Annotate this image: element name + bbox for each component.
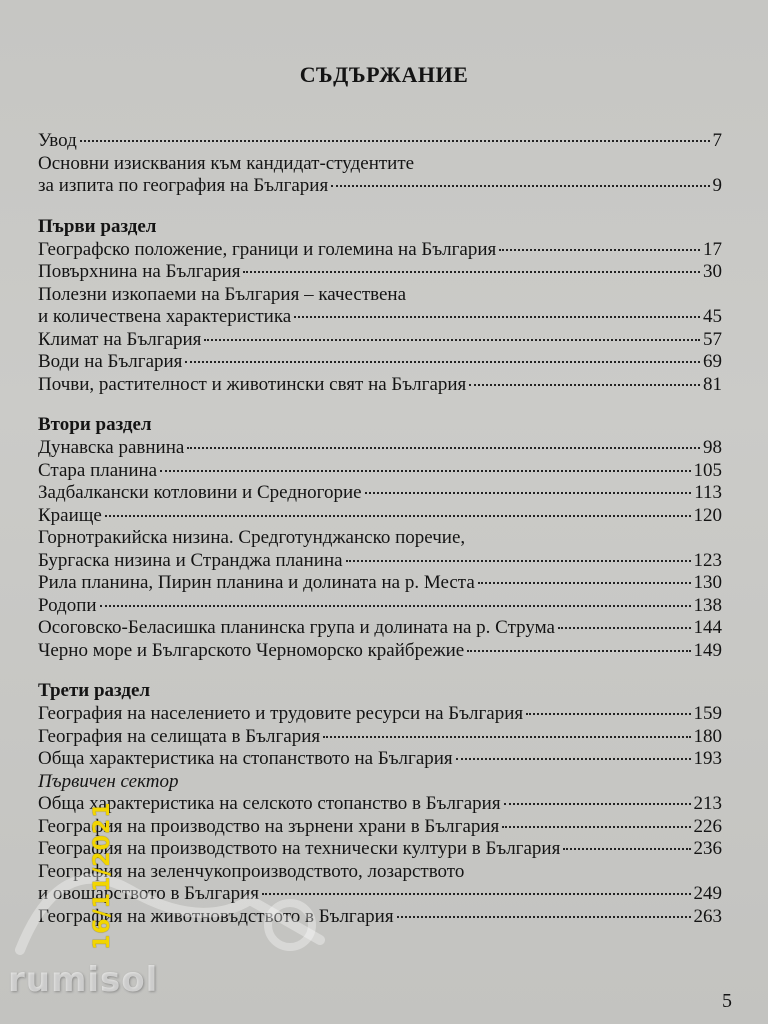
toc-section <box>38 413 722 662</box>
dot-leader <box>456 758 691 760</box>
toc-entry <box>38 505 722 528</box>
toc-entry-page: 81 <box>703 373 722 395</box>
toc-entry-title: Дунавска равнина <box>38 437 185 458</box>
toc-entry-line <box>38 153 722 176</box>
toc-entry-page: 7 <box>712 130 722 151</box>
toc-entry-title: Увод <box>38 130 77 151</box>
toc-entry-line-last <box>38 595 722 618</box>
toc-entry-page: 180 <box>693 725 722 747</box>
toc-entry-line-last <box>38 550 722 573</box>
section-subheading: Първичен сектор <box>38 770 179 792</box>
toc-entry-title: География на животновъдството в България <box>38 905 394 927</box>
toc-entry-title: География на производство на зърнени храни в България <box>38 815 500 837</box>
toc-entry-title: Основни изисквания към кандидат-студентите <box>38 152 415 174</box>
toc-entry-line-last <box>38 329 722 352</box>
toc-entry-page: 45 <box>703 306 722 327</box>
toc-entry-line-last <box>38 175 722 198</box>
toc-entry-title: Обща характеристика на стопанството на България <box>38 748 453 769</box>
toc-entry-title: Осоговско-Беласишка планинска група и долината на р. Струма <box>38 617 555 638</box>
toc-entry <box>38 261 722 284</box>
toc-entry-line-last <box>38 726 722 749</box>
toc-entry-page: 144 <box>693 617 722 638</box>
dot-leader <box>204 339 700 341</box>
toc-entry-line-last <box>38 617 722 640</box>
toc-entry-line-last <box>38 437 722 460</box>
toc-entry-title: Рила планина, Пирин планина и долината на р. Места <box>38 572 475 593</box>
toc-entry-line-last <box>38 239 722 262</box>
toc-entry-title: Горнотракийска низина. Средготунджанско поречие, <box>38 527 466 548</box>
dot-leader <box>187 447 700 449</box>
toc-entry-title: Краище <box>38 504 102 526</box>
dot-leader <box>243 271 700 273</box>
toc-entry <box>38 239 722 262</box>
dot-leader <box>502 826 690 828</box>
dot-leader <box>467 650 690 652</box>
toc-entry-line-last <box>38 261 722 284</box>
toc-entry-title: Почви, растителност и животински свят на България <box>38 373 467 395</box>
toc-section <box>38 215 722 397</box>
toc-entry-page: 123 <box>693 549 722 571</box>
toc-entry <box>38 284 722 329</box>
dot-leader <box>478 582 691 584</box>
dot-leader <box>294 316 700 318</box>
dot-leader <box>469 384 700 386</box>
dot-leader <box>331 185 709 187</box>
toc-entry-page: 17 <box>703 238 722 260</box>
toc-entry-line <box>38 527 722 550</box>
dot-leader <box>80 140 710 142</box>
dot-leader <box>563 848 690 850</box>
toc-entry-title: Води на България <box>38 351 183 372</box>
toc-entry-line-last <box>38 374 722 397</box>
toc-entry-line-last <box>38 482 722 505</box>
dot-leader <box>160 470 690 472</box>
toc-entry <box>38 793 722 816</box>
toc-entry <box>38 572 722 595</box>
toc-entry-line <box>38 284 722 307</box>
toc-entry-page: 9 <box>712 175 722 196</box>
toc-entry-line-last <box>38 793 722 816</box>
toc-entry-page: 30 <box>703 261 722 282</box>
toc-entry-title: Черно море и Българското Черноморско крайбрежие <box>38 639 465 661</box>
toc-entry <box>38 351 722 374</box>
toc-entry-line-last <box>38 460 722 483</box>
toc-entry-title: География на производството на технически култури в България <box>38 838 561 859</box>
toc-entry-page: 226 <box>693 815 722 837</box>
dot-leader <box>558 627 691 629</box>
toc-entry-page: 213 <box>693 793 722 814</box>
toc-entry-page: 236 <box>693 838 722 859</box>
dot-leader <box>365 492 692 494</box>
toc-entry-line-last <box>38 351 722 374</box>
toc-entry-title: Обща характеристика на селското стопанство в България <box>38 793 501 814</box>
dot-leader <box>323 736 690 738</box>
toc-entry <box>38 595 722 618</box>
page-number: 5 <box>722 990 732 1012</box>
toc-intro <box>38 130 722 198</box>
toc-entry-page: 105 <box>693 459 722 481</box>
section-title: Втори раздел <box>38 414 152 435</box>
dot-leader <box>105 515 691 517</box>
toc-entry-title: Стара планина <box>38 459 158 481</box>
toc-entry-page: 98 <box>703 437 722 458</box>
toc-entry-page: 57 <box>703 328 722 350</box>
toc-entry-line-last <box>38 572 722 595</box>
watermark-text: rumisol <box>8 960 159 1000</box>
watermark-logo <box>0 830 360 970</box>
toc-entry <box>38 460 722 483</box>
toc-entry-line-last <box>38 748 722 771</box>
toc-entry-line-last <box>38 505 722 528</box>
toc-entry-title: География на зеленчукопроизводството, лозарството <box>38 860 465 882</box>
table-of-contents <box>38 130 722 928</box>
toc-entry <box>38 437 722 460</box>
toc-entry-line-last <box>38 703 722 726</box>
toc-entry-page: 69 <box>703 351 722 372</box>
dot-leader <box>185 361 700 363</box>
dot-leader <box>346 560 691 562</box>
toc-entry-page: 113 <box>694 482 722 503</box>
toc-entry-page: 149 <box>693 639 722 661</box>
toc-entry-line-last <box>38 306 722 329</box>
toc-entry-title: Полезни изкопаеми на България – качествена <box>38 283 407 305</box>
toc-entry-title: и овощарството в България <box>38 883 260 904</box>
toc-entry-page: 159 <box>693 703 722 724</box>
toc-entry-line-last <box>38 640 722 663</box>
toc-entry-page: 138 <box>693 594 722 616</box>
toc-entry <box>38 748 722 771</box>
toc-entry-title: Повърхнина на България <box>38 261 241 282</box>
dot-leader <box>504 803 691 805</box>
toc-entry-title: Родопи <box>38 594 97 616</box>
toc-entry <box>38 374 722 397</box>
toc-entry-page: 120 <box>693 504 722 526</box>
toc-entry-title: Бургаска низина и Странджа планина <box>38 549 343 571</box>
toc-entry-page: 249 <box>693 883 722 904</box>
toc-entry <box>38 726 722 749</box>
toc-title: СЪДЪРЖАНИЕ <box>299 62 469 87</box>
dot-leader <box>499 249 700 251</box>
toc-entry-line-last <box>38 130 722 153</box>
toc-entry <box>38 617 722 640</box>
dot-leader <box>100 605 691 607</box>
toc-entry <box>38 482 722 505</box>
section-title: Първи раздел <box>38 215 157 237</box>
toc-entry-title: Климат на България <box>38 328 202 350</box>
toc-entry <box>38 329 722 352</box>
date-stamp <box>90 770 130 970</box>
toc-entry-title: Задбалкански котловини и Средногорие <box>38 482 362 503</box>
dot-leader <box>526 713 690 715</box>
toc-entry-page: 263 <box>693 905 722 927</box>
toc-entry-title: География на селищата в България <box>38 725 321 747</box>
toc-entry-title: за изпита по география на България <box>38 175 329 196</box>
toc-entry <box>38 153 722 198</box>
toc-entry-title: География на населението и трудовите ресурси на България <box>38 703 524 724</box>
date-stamp-text: 16/11/2021 <box>90 801 115 950</box>
toc-entry <box>38 130 722 153</box>
toc-entry-title: Географско положение, граници и големина на България <box>38 238 497 260</box>
toc-entry <box>38 527 722 572</box>
toc-entry <box>38 640 722 663</box>
section-title: Трети раздел <box>38 680 151 701</box>
toc-entry-page: 193 <box>693 748 722 769</box>
toc-entry <box>38 703 722 726</box>
dot-leader <box>397 916 691 918</box>
toc-entry-page: 130 <box>693 572 722 593</box>
toc-entry-title: и количествена характеристика <box>38 306 292 327</box>
